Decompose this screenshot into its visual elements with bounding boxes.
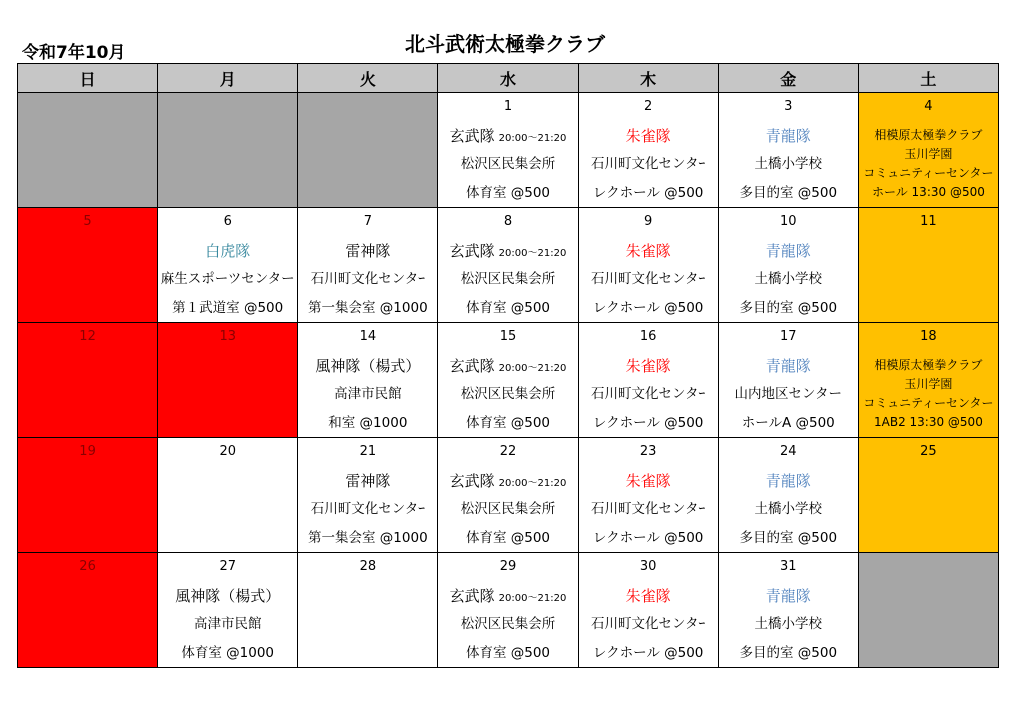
team-name: 朱雀隊 (625, 471, 671, 490)
week-row (18, 208, 999, 323)
day-number: 28 (359, 559, 377, 574)
day-cell (718, 93, 858, 208)
team-name: 青龍隊 (765, 586, 811, 605)
day-cell (578, 208, 718, 323)
event-line: 土橋小学校 (754, 271, 823, 287)
event-line: 高津市民館 (334, 386, 402, 402)
day-number: 1 (503, 99, 513, 114)
event-line: 第一集会室 @1000 (308, 299, 428, 316)
team-name: 相模原太極拳クラブ (874, 127, 983, 142)
day-number: 23 (639, 444, 657, 459)
event-line: 体育室 @500 (465, 529, 551, 546)
day-cell (718, 323, 858, 438)
team-name (438, 122, 577, 151)
weekday-wed: 水 (438, 64, 578, 93)
session-time: 20:00～21:20 (498, 592, 567, 604)
day-cell (298, 208, 438, 323)
day-number: 7 (363, 214, 372, 229)
day-cell (858, 553, 998, 668)
day-cell (298, 93, 438, 208)
team-name: 雷神隊 (345, 241, 391, 260)
month-label: 令和7年10月 (22, 43, 126, 63)
event-line: 1AB2 13:30 @500 (874, 414, 983, 429)
event-line: 石川町文化センタｰ (310, 501, 425, 517)
day-number: 4 (924, 99, 933, 114)
weekday-sat: 土 (858, 64, 998, 93)
day-number: 11 (920, 214, 937, 229)
weekday-mon: 月 (158, 64, 298, 93)
day-cell (578, 323, 718, 438)
day-number: 14 (359, 329, 377, 344)
day-number: 10 (780, 214, 797, 229)
event-line: 石川町文化センタｰ (591, 156, 706, 172)
day-cell (158, 438, 298, 553)
day-number: 19 (79, 444, 96, 459)
day-number: 26 (79, 559, 96, 574)
team-name: 風神隊（楊式） (315, 356, 421, 375)
weekday-header-row (18, 64, 999, 93)
day-number: 2 (643, 99, 653, 114)
week-row (18, 553, 999, 668)
day-cell (858, 93, 998, 208)
event-line: 土橋小学校 (754, 616, 823, 632)
session-time: 20:00～21:20 (498, 132, 567, 144)
event-line: 多目的室 @500 (739, 529, 838, 546)
team-name (438, 237, 577, 266)
team-name-text: 玄武隊 (449, 471, 495, 490)
session-time: 20:00～21:20 (498, 477, 567, 489)
week-row (18, 323, 999, 438)
event-line: 石川町文化センタｰ (591, 386, 706, 402)
team-name (438, 352, 577, 381)
event-line: 土橋小学校 (754, 501, 823, 517)
event-line: レクホール @500 (592, 644, 704, 661)
event-line: 第１武道室 @500 (172, 299, 284, 316)
event-line: 体育室 @1000 (181, 644, 275, 661)
event-line: 多目的室 @500 (739, 644, 838, 661)
day-number: 30 (639, 559, 657, 574)
team-name (438, 467, 577, 496)
event-line: 玉川学園 (904, 146, 953, 161)
day-cell (18, 553, 158, 668)
day-cell (858, 323, 998, 438)
session-time: 20:00～21:20 (498, 362, 567, 374)
team-name (438, 582, 577, 611)
team-name: 雷神隊 (345, 471, 391, 490)
event-line: 松沢区民集会所 (460, 156, 556, 172)
day-number: 12 (79, 329, 96, 344)
event-line: レクホール @500 (592, 529, 704, 546)
team-name: 白虎隊 (205, 241, 251, 260)
day-cell (438, 93, 578, 208)
day-cell (858, 438, 998, 553)
event-line: 土橋小学校 (754, 156, 823, 172)
day-cell (158, 553, 298, 668)
day-number: 27 (219, 559, 236, 574)
day-cell (438, 438, 578, 553)
team-name: 青龍隊 (765, 126, 811, 145)
day-number: 13 (219, 329, 236, 344)
team-name: 風神隊（楊式） (175, 586, 281, 605)
event-line: 山内地区センター (734, 386, 842, 402)
day-cell (298, 438, 438, 553)
team-name: 朱雀隊 (625, 126, 671, 145)
day-cell (858, 208, 998, 323)
team-name: 青龍隊 (765, 356, 811, 375)
session-time: 20:00～21:20 (498, 247, 567, 259)
event-line: 玉川学園 (904, 376, 953, 391)
event-line: レクホール @500 (592, 184, 704, 201)
day-cell (298, 553, 438, 668)
day-cell (718, 553, 858, 668)
team-name: 相模原太極拳クラブ (874, 357, 983, 372)
event-line: 多目的室 @500 (739, 299, 838, 316)
day-number: 18 (920, 329, 937, 344)
day-number: 25 (920, 444, 937, 459)
day-number: 29 (499, 559, 517, 574)
event-line: 体育室 @500 (465, 299, 551, 316)
day-cell (718, 208, 858, 323)
week-row (18, 93, 999, 208)
event-line: コミュニティーセンター (863, 395, 994, 410)
event-line: 石川町文化センタｰ (591, 616, 706, 632)
day-number: 20 (219, 444, 236, 459)
calendar-title: 北斗武術太極拳クラブ (405, 32, 605, 56)
event-line: 松沢区民集会所 (460, 501, 556, 517)
day-cell (438, 208, 578, 323)
day-cell (18, 323, 158, 438)
day-cell (438, 553, 578, 668)
event-line: ホールA @500 (741, 414, 835, 431)
event-line: 体育室 @500 (465, 414, 551, 431)
event-line: 高津市民館 (193, 616, 262, 632)
team-name: 朱雀隊 (625, 586, 671, 605)
day-number: 31 (780, 559, 797, 574)
day-cell (718, 438, 858, 553)
day-cell (158, 208, 298, 323)
day-number: 15 (499, 329, 517, 344)
day-cell (298, 323, 438, 438)
day-cell (578, 93, 718, 208)
day-number: 3 (784, 99, 793, 114)
team-name: 朱雀隊 (625, 356, 671, 375)
event-line: 体育室 @500 (465, 184, 551, 201)
event-line: 石川町文化センタｰ (591, 271, 706, 287)
team-name-text: 玄武隊 (449, 356, 495, 375)
weekday-sun: 日 (18, 64, 158, 93)
event-line: 和室 @1000 (328, 414, 408, 431)
day-cell (18, 93, 158, 208)
weekday-tue: 火 (298, 64, 438, 93)
team-name: 青龍隊 (765, 471, 811, 490)
event-line: 松沢区民集会所 (460, 271, 556, 287)
event-line: 松沢区民集会所 (460, 386, 556, 402)
event-line: 松沢区民集会所 (460, 616, 556, 632)
event-line: 体育室 @500 (465, 644, 551, 661)
team-name: 青龍隊 (765, 241, 811, 260)
team-name: 朱雀隊 (625, 241, 671, 260)
weekday-fri: 金 (718, 64, 858, 93)
day-number: 24 (780, 444, 797, 459)
event-line: 麻生スポーツセンター (160, 271, 295, 287)
team-name-text: 玄武隊 (449, 126, 495, 145)
day-number: 22 (499, 444, 517, 459)
event-line: 第一集会室 @1000 (308, 529, 428, 546)
day-cell (578, 553, 718, 668)
event-line: レクホール @500 (592, 414, 704, 431)
day-number: 9 (643, 214, 653, 229)
day-cell (158, 93, 298, 208)
weekday-thu: 木 (578, 64, 718, 93)
day-cell (578, 438, 718, 553)
day-number: 6 (223, 214, 232, 229)
day-number: 8 (503, 214, 513, 229)
day-number: 16 (639, 329, 657, 344)
event-line: ホール 13:30 @500 (871, 184, 985, 199)
day-cell (158, 323, 298, 438)
day-number: 17 (780, 329, 797, 344)
team-name-text: 玄武隊 (449, 586, 495, 605)
event-line: レクホール @500 (592, 299, 704, 316)
day-cell (438, 323, 578, 438)
week-row (18, 438, 999, 553)
schedule-calendar (17, 63, 999, 668)
day-number: 21 (359, 444, 377, 459)
team-name-text: 玄武隊 (449, 241, 495, 260)
day-number: 5 (83, 214, 92, 229)
event-line: 石川町文化センタｰ (310, 271, 425, 287)
event-line: コミュニティーセンター (863, 165, 994, 180)
event-line: 石川町文化センタｰ (591, 501, 706, 517)
day-cell (18, 208, 158, 323)
day-cell (18, 438, 158, 553)
event-line: 多目的室 @500 (739, 184, 838, 201)
